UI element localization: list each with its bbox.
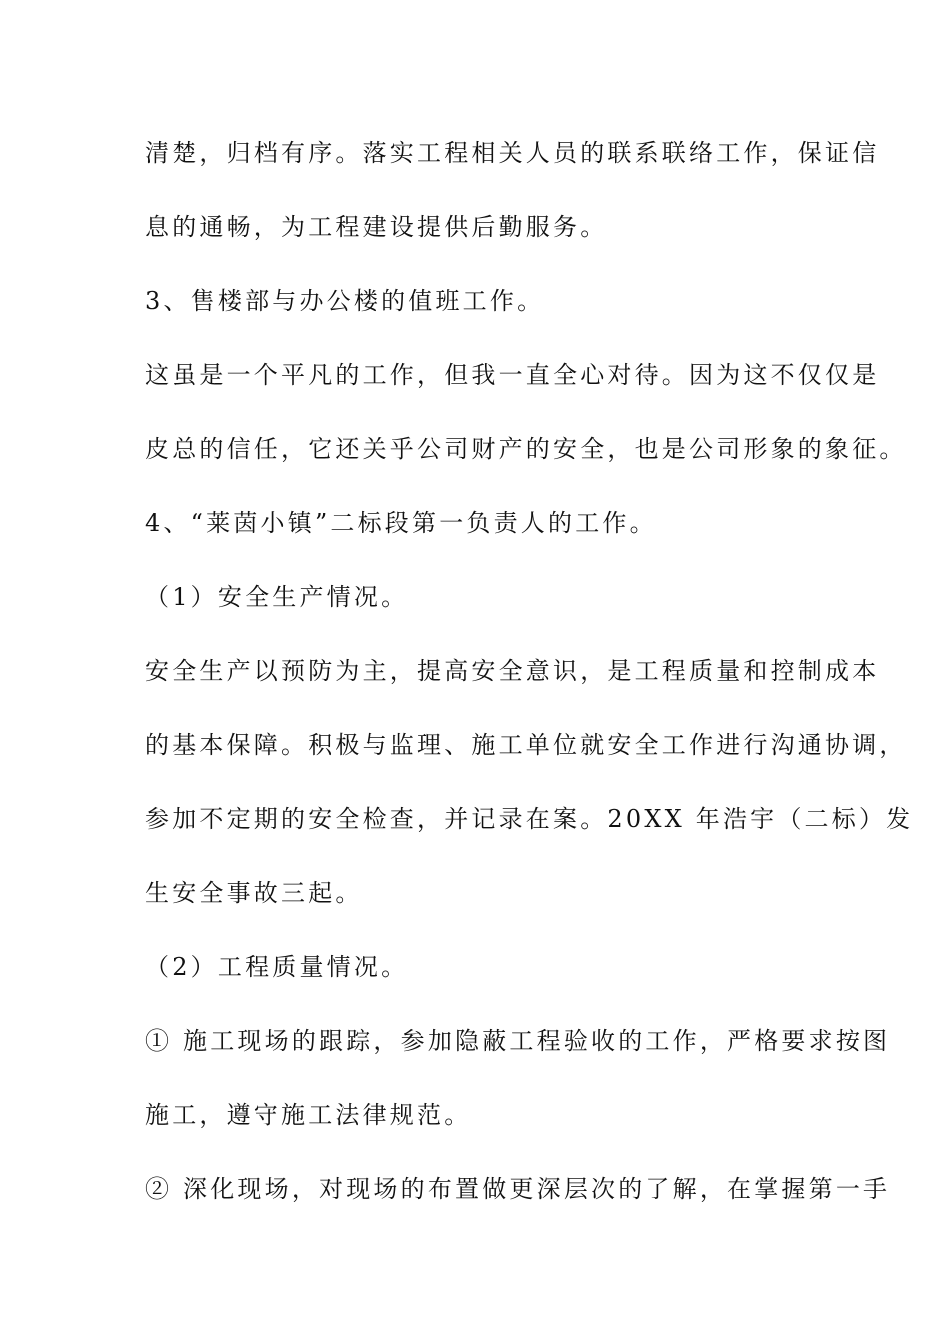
section-heading: 4、“莱茵小镇”二标段第一负责人的工作。 bbox=[145, 509, 657, 537]
text-line: 施工，遵守施工法律规范。 bbox=[145, 1101, 472, 1129]
text-line: 这虽是一个平凡的工作，但我一直全心对待。因为这不仅仅是 bbox=[145, 361, 880, 389]
text-line: 清楚，归档有序。落实工程相关人员的联系联络工作，保证信 bbox=[145, 139, 880, 167]
section-heading: 3、售楼部与办公楼的值班工作。 bbox=[145, 287, 545, 315]
text-line: 的基本保障。积极与监理、施工单位就安全工作进行沟通协调， bbox=[145, 731, 907, 759]
subsection-heading: （2）工程质量情况。 bbox=[145, 953, 409, 981]
list-item: ② 深化现场，对现场的布置做更深层次的了解，在掌握第一手 bbox=[145, 1175, 891, 1203]
text-line: 皮总的信任，它还关乎公司财产的安全，也是公司形象的象征。 bbox=[145, 435, 907, 463]
text-line: 生安全事故三起。 bbox=[145, 879, 363, 907]
list-item: ① 施工现场的跟踪，参加隐蔽工程验收的工作，严格要求按图 bbox=[145, 1027, 891, 1055]
text-line: 安全生产以预防为主，提高安全意识，是工程质量和控制成本 bbox=[145, 657, 880, 685]
text-line: 息的通畅，为工程建设提供后勤服务。 bbox=[145, 213, 608, 241]
text-line: 参加不定期的安全检查，并记录在案。20XX 年浩宇（二标）发 bbox=[145, 805, 914, 833]
subsection-heading: （1）安全生产情况。 bbox=[145, 583, 409, 611]
